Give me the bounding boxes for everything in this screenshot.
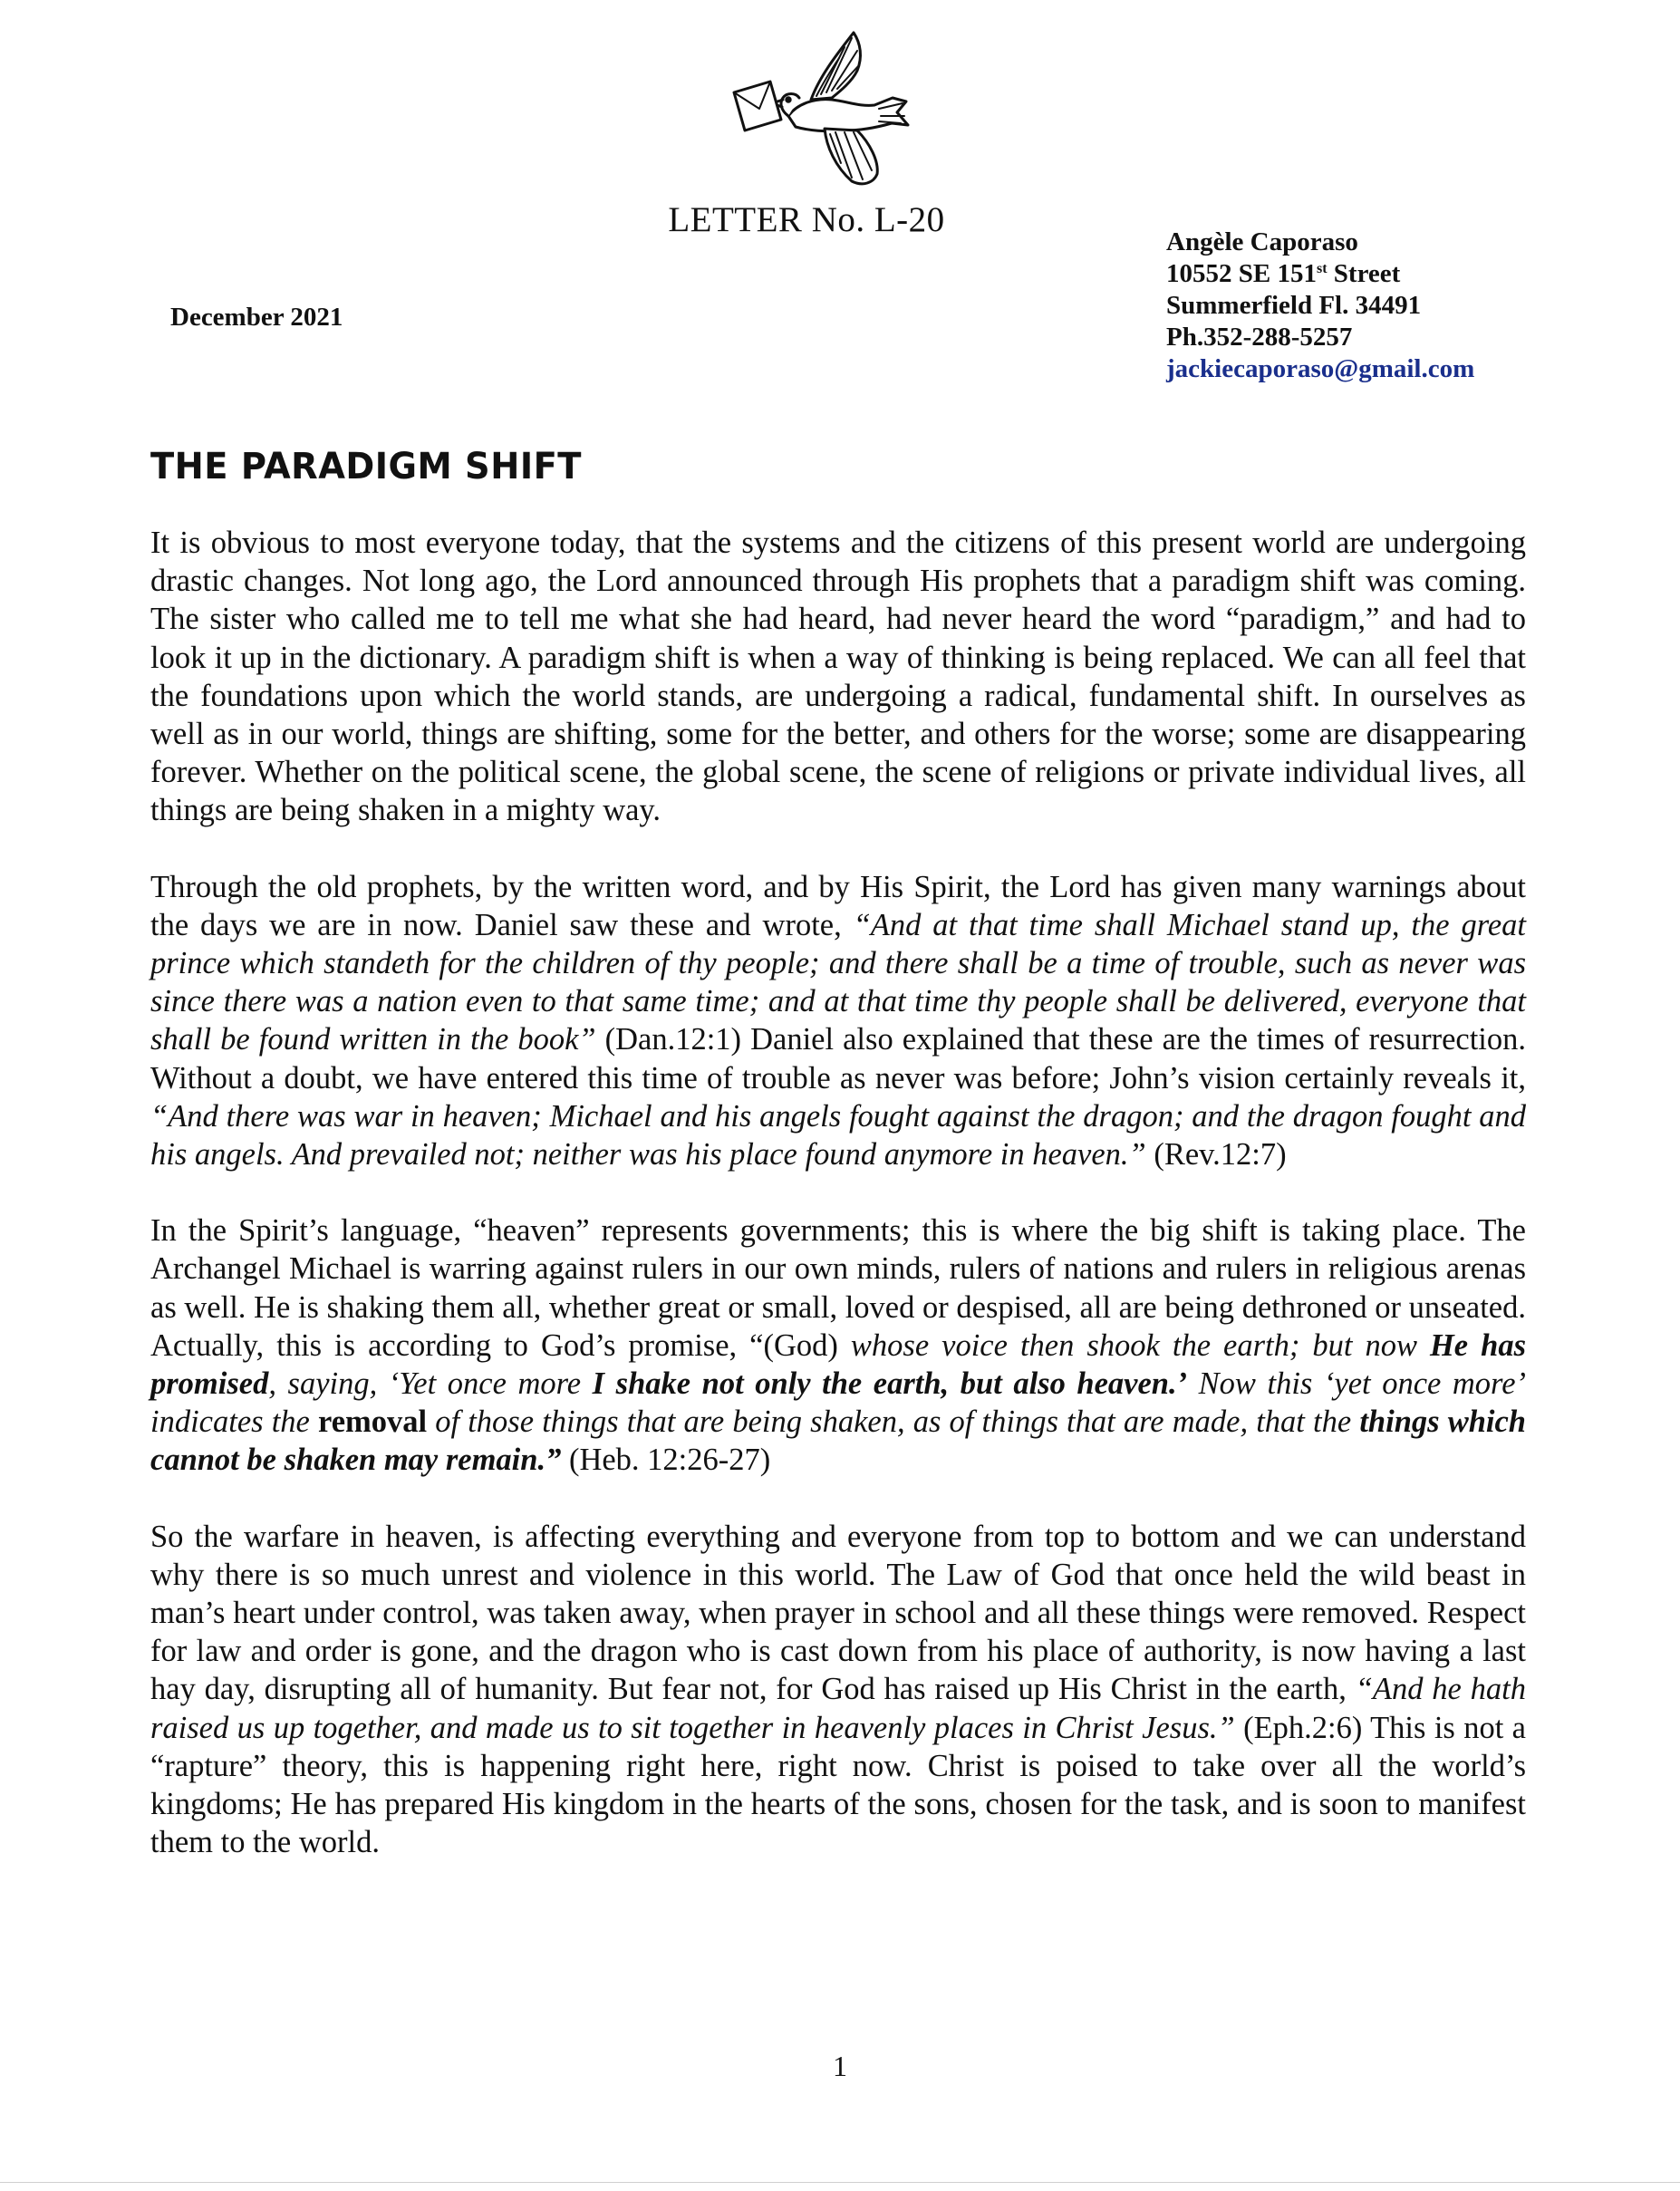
sender-address-block	[1166, 227, 1474, 385]
emphasis-bold: He has promised	[150, 1327, 1526, 1402]
page-number: 1	[833, 2050, 847, 2082]
letter-body	[150, 524, 1526, 1900]
dove-with-letter-icon	[725, 25, 924, 198]
emphasis-bold: things which cannot be shaken may remain.”	[150, 1404, 1526, 1478]
text-span: Through the old prophets, by the written word, and by His Spirit, the Lord has given many warnings about the days we are in now. Daniel saw these and wrote,	[150, 869, 1526, 942]
text-span: “(God)	[749, 1327, 838, 1363]
street-ordinal: st	[1316, 261, 1328, 276]
letter-number: LETTER No. L-20	[668, 200, 945, 239]
text-span: (Rev.12:7)	[1145, 1137, 1287, 1173]
text-span: In the Spirit’s language, “heaven” represents governments; this is where the big shift is taking place. The Archangel Michael is warring against rulers in our own minds, rulers of nations and rulers in religious arenas as well. He is shaking them all, whether great or small, loved or despised, all are being dethroned or unseated. Actually, this is according to God’s promise,	[150, 1213, 1526, 1363]
emphasis-bold: I shake not only the earth, but also heaven.’	[592, 1366, 1188, 1402]
page-bottom-divider	[0, 2182, 1680, 2183]
sender-name: Angèle Caporaso	[1166, 227, 1358, 256]
paragraph-1: It is obvious to most everyone today, that the systems and the citizens of this present world are undergoing drastic changes. Not long ago, the Lord announced through His prophets that a paradigm shift was coming. The sister who called me to tell me what she had heard, had never heard the word “paradigm,” and had to look it up in the dictionary. A paradigm shift is when a way of thinking is being replaced. We can all feel that the foundations upon which the world stands, are undergoing a radical, fundamental shift. In ourselves as well as in our world, things are shifting, some for the better, and others for the worse; some are disappearing forever. Whether on the political scene, the global scene, the scene of religions or private individual lives, all things are being shaken in a mighty way.	[150, 526, 1526, 828]
scripture-quote-heb: of those things that are being shaken, as of things that are made, that the	[427, 1404, 1360, 1440]
scripture-quote-dan: “And at that time shall Michael stand up, the great prince which standeth for the children of thy people; and there shall be a time of trouble, such as never was since there was a nation even to that same time; and at that time thy people shall be delivered, everyone that shall be found written in the book”	[150, 907, 1526, 1057]
emphasis-bold: removal	[318, 1404, 428, 1440]
text-span: (Heb. 12:26-27)	[561, 1443, 771, 1478]
letter-title: THE PARADIGM SHIFT	[150, 446, 582, 487]
paragraph-2	[150, 868, 1526, 1174]
paragraph-3	[150, 1211, 1526, 1479]
sender-email-link[interactable]: jackiecaporaso@gmail.com	[1166, 354, 1475, 383]
sender-street	[1166, 258, 1474, 290]
text-span: (Eph.2:6) This is not a “rapture” theory, this is happening right here, right now. Christ is poised to take over all the world’s kingdoms; He has prepared His kingdom in the hearts of the sons, chosen for the task, and is soon to manifest them to the world.	[150, 1710, 1526, 1860]
street-name: Street	[1327, 259, 1401, 288]
letter-date: December 2021	[170, 303, 343, 332]
text-span: (Dan.12:1) Daniel also explained that these are the times of resurrection. Without a doubt, we have entered this time of trouble as never was before; John’s vision certainly reveals it,	[150, 1022, 1526, 1096]
scripture-quote-eph: “And he hath raised us up together, and made us to sit together in heavenly places in Christ Jesus.”	[150, 1672, 1526, 1745]
paragraph-4	[150, 1518, 1526, 1862]
street-number: 10552 SE 151	[1166, 259, 1317, 288]
scripture-quote-heb: Now this ‘yet once more’ indicates the	[150, 1366, 1526, 1440]
text-span: So the warfare in heaven, is affecting everything and everyone from top to bottom and we can understand why there is so much unrest and violence in this world. The Law of God that once held the wild beast in man’s heart under control, was taken away, when prayer in school and all these things were removed. Respect for law and order is gone, and the dragon who is cast down from his place of authority, is now having a last hay day, disrupting all of humanity. But fear not, for God has raised up His Christ in the earth,	[150, 1519, 1526, 1707]
scripture-quote-heb: whose voice then shook the earth; but now	[837, 1327, 1430, 1363]
sender-city: Summerfield Fl. 34491	[1166, 291, 1422, 320]
sender-phone: Ph.352-288-5257	[1166, 323, 1353, 352]
scripture-quote-heb: , saying, ‘Yet once more	[268, 1366, 593, 1402]
scripture-quote-rev: “And there was war in heaven; Michael and his angels fought against the dragon; and the dragon fought and his angels. And prevailed not; neither was his place found anymore in heaven.”	[150, 1098, 1526, 1173]
